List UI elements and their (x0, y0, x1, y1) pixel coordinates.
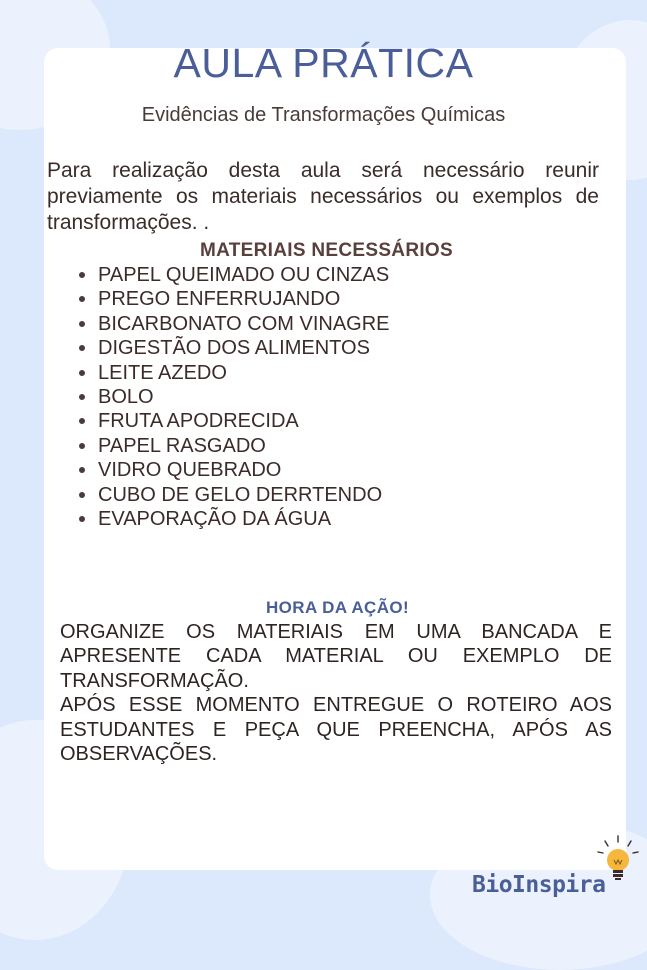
list-item: PREGO ENFERRUJANDO (98, 287, 390, 311)
intro-paragraph: Para realização desta aula será necessário reunir previamente os materiais necessários ou exemplos de transformações. . (47, 159, 599, 234)
list-item: EVAPORAÇÃO DA ÁGUA (98, 507, 390, 531)
list-item: BOLO (98, 385, 390, 409)
action-paragraph-1: ORGANIZE OS MATERIAIS EM UMA BANCADA E APRESENTE CADA MATERIAL OU EXEMPLO DE TRANSFORMAÇÃO. (60, 621, 612, 692)
list-item: PAPEL RASGADO (98, 434, 390, 458)
bullet-icon (79, 272, 85, 278)
list-item: DIGESTÃO DOS ALIMENTOS (98, 336, 390, 360)
action-heading: HORA DA AÇÃO! (266, 598, 410, 617)
page-subtitle: Evidências de Transformações Químicas (141, 104, 506, 126)
list-item: CUBO DE GELO DERRTENDO (98, 483, 390, 507)
bullet-icon (79, 394, 85, 400)
list-item: BICARBONATO COM VINAGRE (98, 312, 390, 336)
lightbulb-icon (596, 834, 640, 894)
bullet-icon (79, 443, 85, 449)
brand-logo: BioInspira (472, 872, 606, 898)
list-item: FRUTA APODRECIDA (98, 409, 390, 433)
list-item: PAPEL QUEIMADO OU CINZAS (98, 263, 390, 287)
bullet-icon (79, 370, 85, 376)
action-paragraph-2: APÓS ESSE MOMENTO ENTREGUE O ROTEIRO AOS ESTUDANTES E PEÇA QUE PREENCHA, APÓS AS OBSERVAÇÕES. (60, 694, 612, 766)
page-title: AULA PRÁTICA (173, 40, 474, 86)
materials-heading: MATERIAIS NECESSÁRIOS (200, 240, 453, 261)
list-item: VIDRO QUEBRADO (98, 458, 390, 482)
bullet-icon (79, 492, 85, 498)
bullet-icon (79, 321, 85, 327)
list-item: LEITE AZEDO (98, 361, 390, 385)
action-instructions (60, 620, 612, 766)
materials-list (98, 263, 390, 531)
